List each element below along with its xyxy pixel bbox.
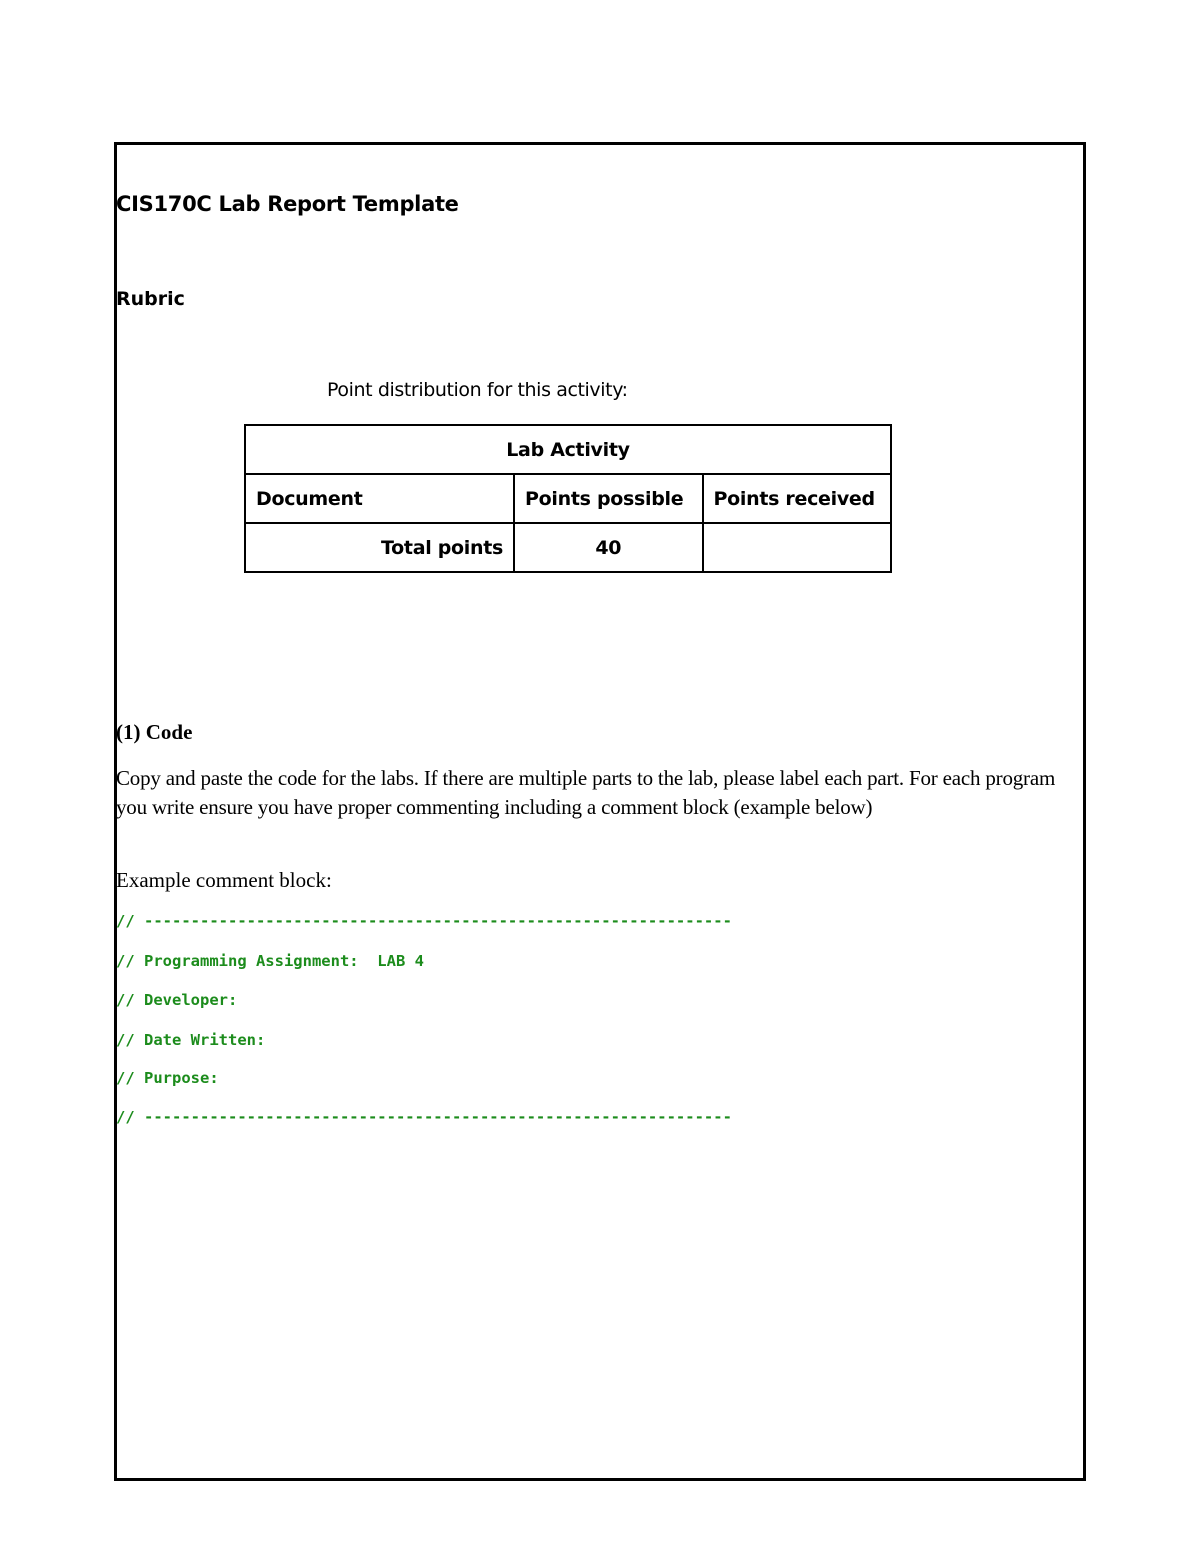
point-distribution-label: Point distribution for this activity:: [327, 379, 628, 401]
total-points-received: [703, 523, 892, 572]
total-points-possible: 40: [514, 523, 702, 572]
table-header-cell: Lab Activity: [245, 425, 891, 474]
comment-line-separator-top: // ---------------------------------------------------------------: [116, 912, 732, 930]
comment-line-date-written: // Date Written:: [116, 1031, 266, 1049]
table-total-row: [245, 523, 891, 572]
column-header-points-received: Points received: [703, 474, 892, 523]
total-points-label: Total points: [245, 523, 514, 572]
comment-line-purpose: // Purpose:: [116, 1069, 219, 1087]
instructions-paragraph: Copy and paste the code for the labs. If there are multiple parts to the lab, please label each part. For each program you write ensure you have proper commenting including a comment block (example below): [116, 766, 1056, 819]
rubric-heading: Rubric: [116, 288, 185, 310]
comment-line-separator-bottom: // ---------------------------------------------------------------: [116, 1108, 732, 1126]
column-header-document: Document: [245, 474, 514, 523]
table-header-row: [245, 425, 891, 474]
table-column-row: [245, 474, 891, 523]
code-section-heading: (1) Code: [116, 720, 193, 744]
rubric-table: [244, 424, 892, 573]
comment-line-assignment: // Programming Assignment: LAB 4: [116, 952, 424, 970]
comment-line-developer: // Developer:: [116, 991, 238, 1009]
column-header-points-possible: Points possible: [514, 474, 702, 523]
document-title: CIS170C Lab Report Template: [116, 192, 459, 216]
example-label: Example comment block:: [116, 868, 332, 892]
